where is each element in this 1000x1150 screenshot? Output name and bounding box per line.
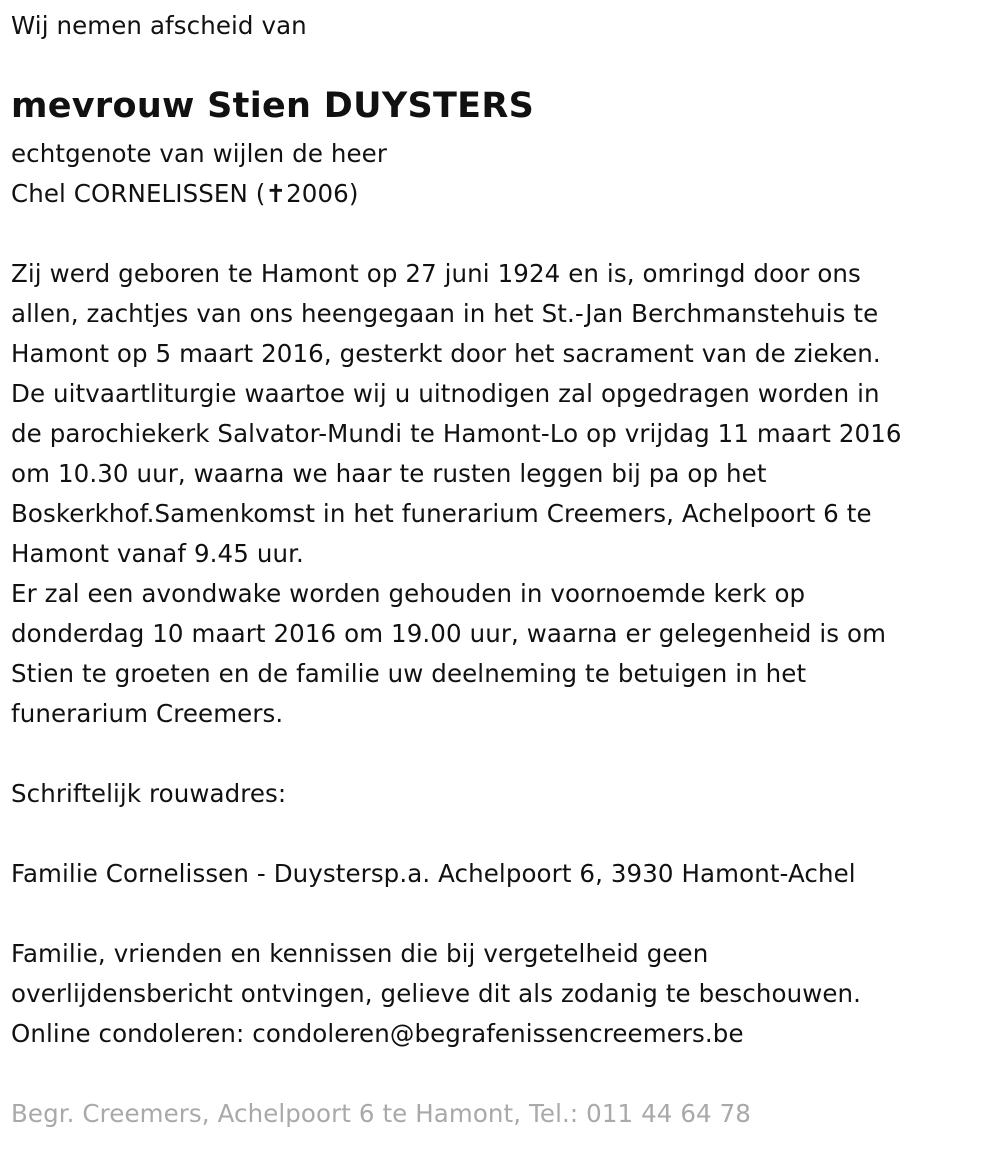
body-line: Zij werd geboren te Hamont op 27 juni 1924 en is, omringd door ons [11, 259, 861, 288]
body-line: Stien te groeten en de familie uw deelneming te betuigen in het [11, 659, 807, 688]
relation-block [11, 134, 387, 214]
body-line: de parochiekerk Salvator-Mundi te Hamont-Lo op vrijdag 11 maart 2016 [11, 419, 902, 448]
closing-line: Familie, vrienden en kennissen die bij vergetelheid geen [11, 939, 709, 968]
address-label: Schriftelijk rouwadres: [11, 779, 287, 808]
condolence-line: Online condoleren: condoleren@begrafenissencreemers.be [11, 1019, 744, 1048]
mourning-address: Familie Cornelissen - Duystersp.a. Achelpoort 6, 3930 Hamont-Achel [11, 859, 856, 888]
body-line: Boskerkhof.Samenkomst in het funerarium Creemers, Achelpoort 6 te [11, 499, 872, 528]
body-line: donderdag 10 maart 2016 om 19.00 uur, waarna er gelegenheid is om [11, 619, 887, 648]
body-line: allen, zachtjes van ons heengegaan in het St.-Jan Berchmanstehuis te [11, 299, 879, 328]
funeral-home-footer: Begr. Creemers, Achelpoort 6 te Hamont, Tel.: 011 44 64 78 [11, 1099, 751, 1128]
body-line: om 10.30 uur, waarna we haar te rusten leggen bij pa op het [11, 459, 767, 488]
body-line: Hamont vanaf 9.45 uur. [11, 539, 304, 568]
relation-line: echtgenote van wijlen de heer [11, 139, 388, 168]
closing-text [11, 934, 861, 1054]
intro-text: Wij nemen afscheid van [11, 11, 307, 40]
closing-line: overlijdensbericht ontvingen, gelieve dit als zodanig te beschouwen. [11, 979, 862, 1008]
deceased-name: mevrouw Stien DUYSTERS [11, 86, 535, 126]
body-line: Er zal een avondwake worden gehouden in voornoemde kerk op [11, 579, 806, 608]
relation-line: Chel CORNELISSEN (✝2006) [11, 179, 359, 208]
body-line: Hamont op 5 maart 2016, gesterkt door het sacrament van de zieken. [11, 339, 881, 368]
body-text [11, 254, 902, 734]
body-line: De uitvaartliturgie waartoe wij u uitnodigen zal opgedragen worden in [11, 379, 880, 408]
body-line: funerarium Creemers. [11, 699, 284, 728]
